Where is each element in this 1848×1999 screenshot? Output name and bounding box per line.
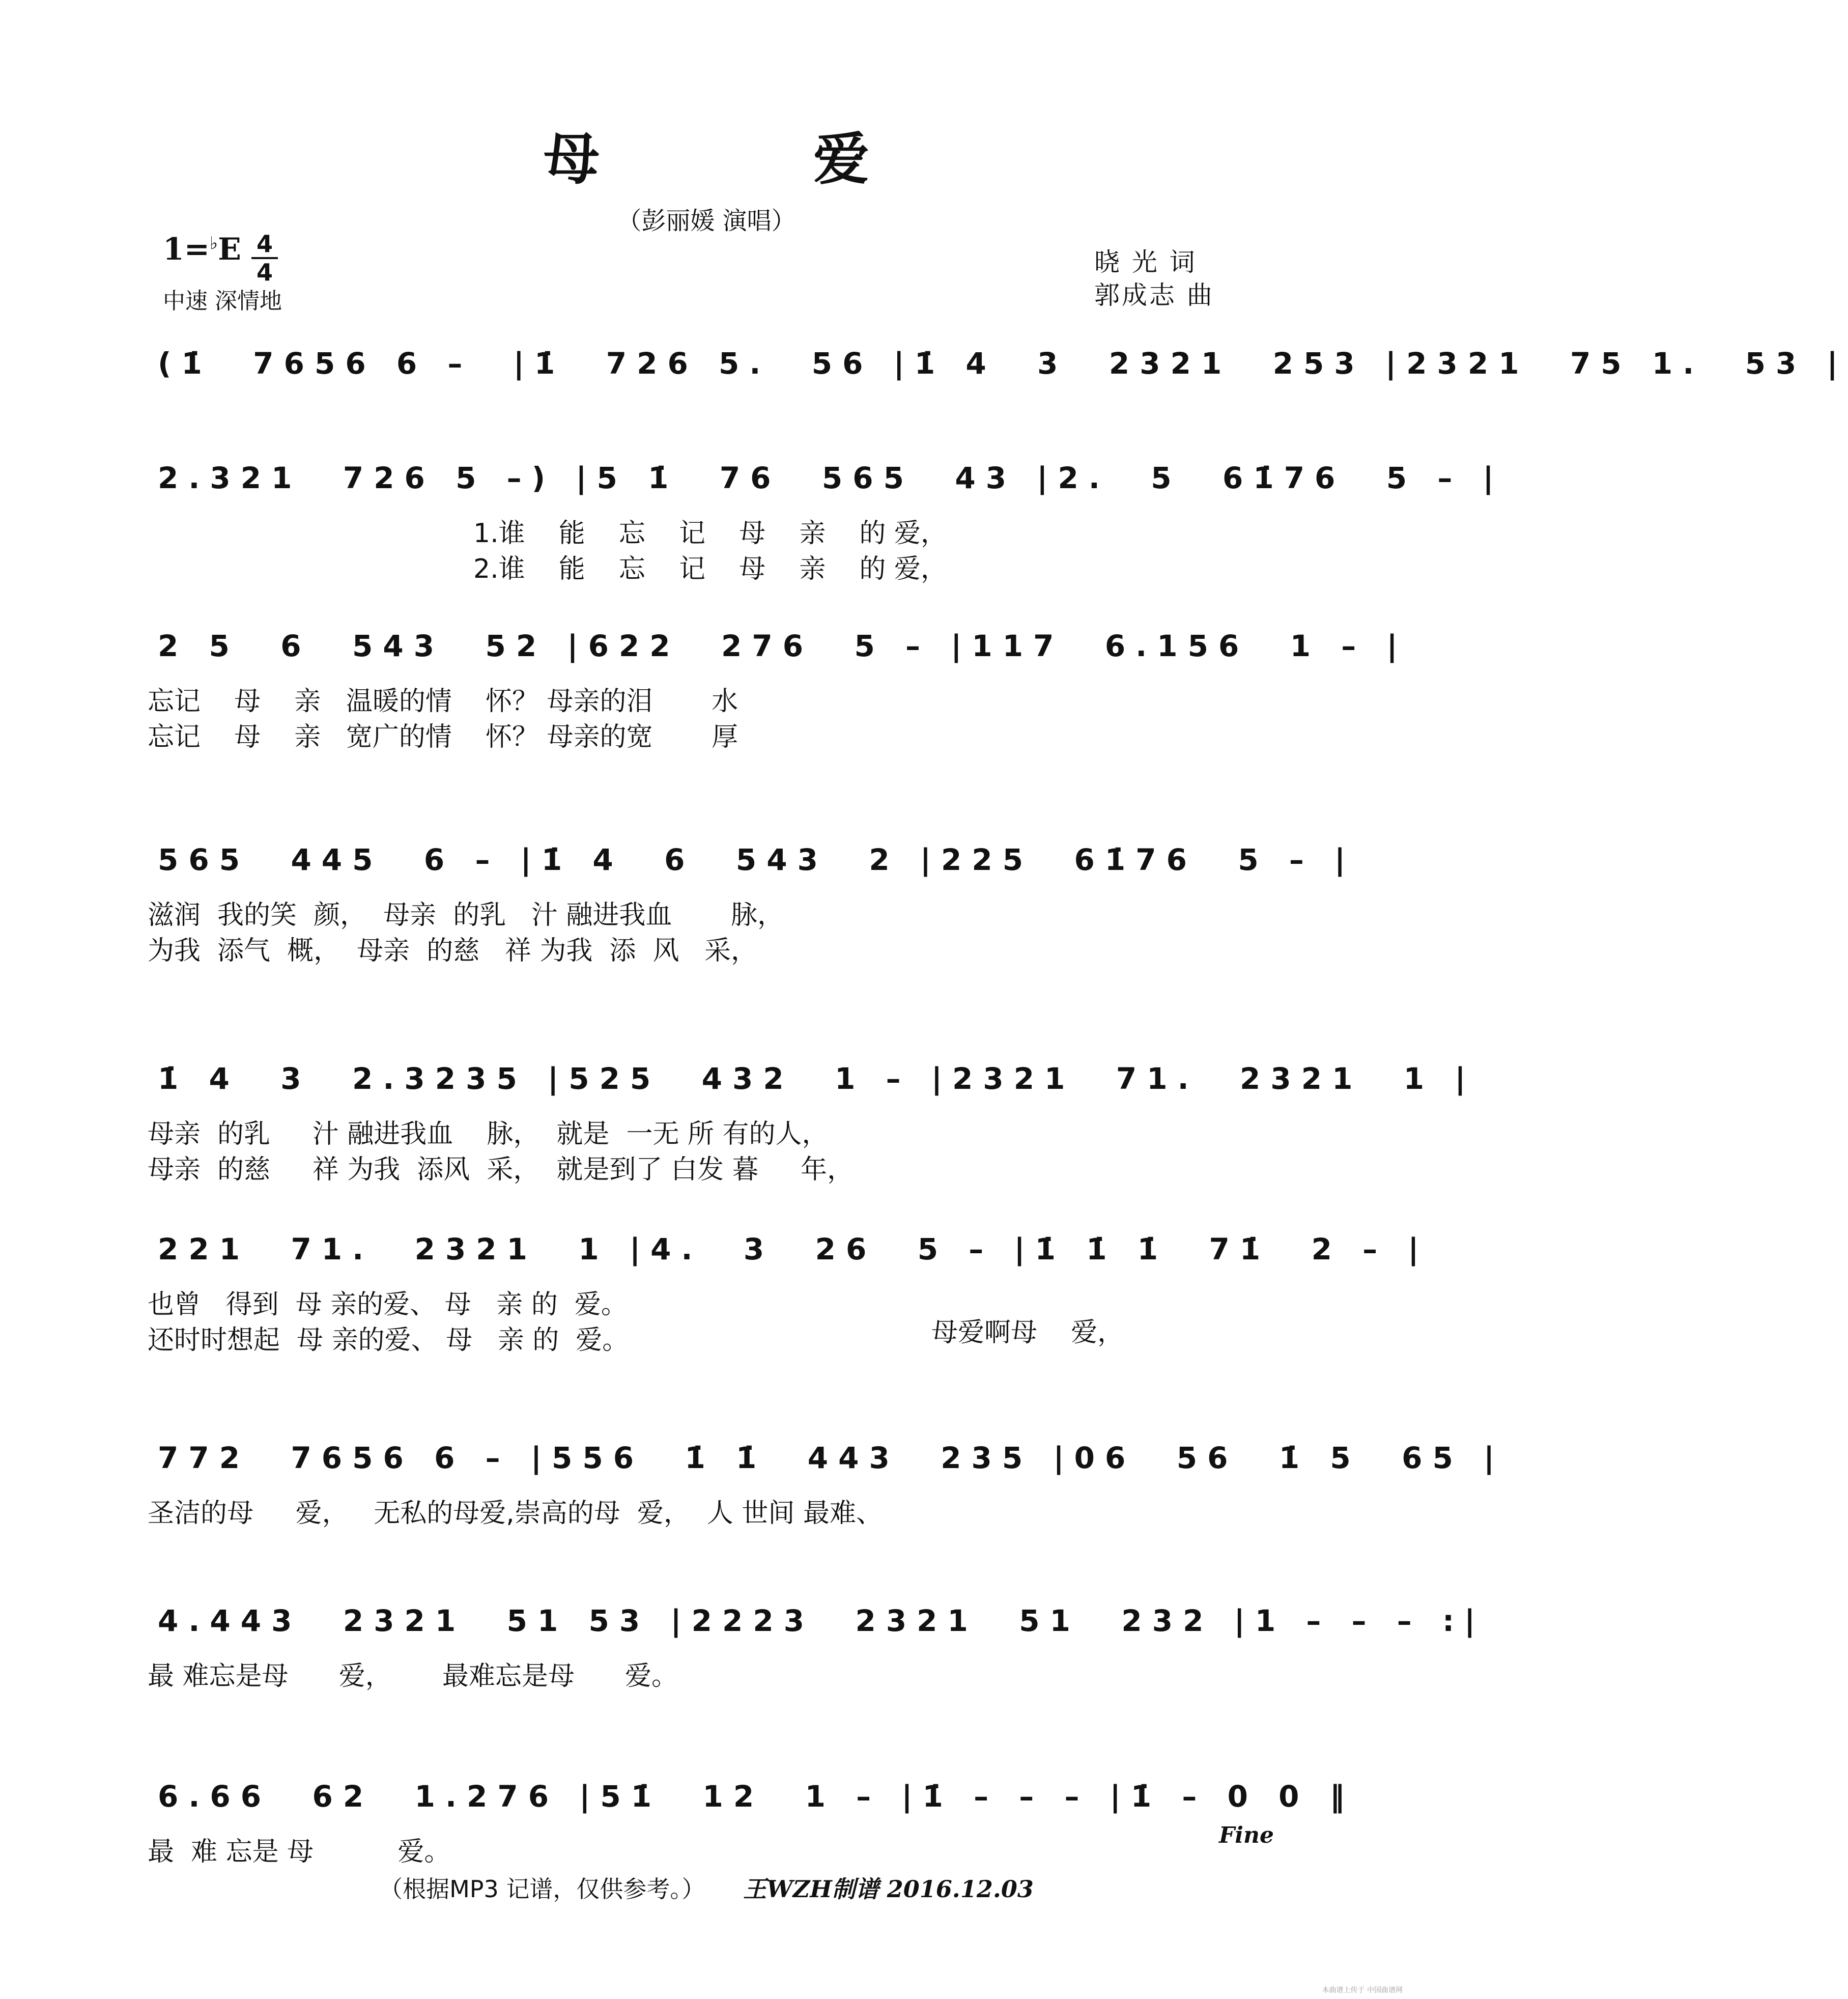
tempo-marking: 中速 深情地 xyxy=(163,288,282,314)
lyric-verse-1: 最 难忘是母 爱， 最难忘是母 爱。 xyxy=(148,1661,678,1692)
lyric-verse-2: 为我 添气 概， 母亲 的慈 祥 为我 添 风 采， xyxy=(148,936,758,966)
performer-line: （彭丽媛 演唱） xyxy=(617,207,796,235)
notation-line: 2.321 726 5 –) |5 1̇ 76 565 43 |2. 5 61̇76 5 – | xyxy=(158,461,1504,495)
lyric-verse-1: 1.谁 能 忘 记 母 亲 的 爱， xyxy=(473,518,947,549)
refrain-lyric: 母爱啊母 爱， xyxy=(931,1317,1124,1348)
composer-credit: 郭成志 曲 xyxy=(1094,280,1214,310)
lyricist-credit: 晓 光 词 xyxy=(1094,247,1197,277)
flat-symbol: ♭ xyxy=(210,233,218,254)
meter-bottom: 4 xyxy=(256,259,273,286)
fine-marking: Fine xyxy=(1219,1822,1274,1848)
meter-top: 4 xyxy=(256,230,273,258)
key-letter: E xyxy=(218,232,241,267)
lyric-verse-2: 还时时想起 母 亲的爱、 母 亲 的 爱。 xyxy=(148,1325,629,1356)
footer-note: （根据MP3 记谱，仅供参考。） xyxy=(379,1875,705,1903)
notation-line: 6.66 62 1.276 |51̇ 12 1 – |1̇ – – – |1̇ – 0 0 ‖ xyxy=(158,1779,1355,1814)
song-title xyxy=(0,115,1413,195)
lyric-verse-2: 忘记 母 亲 宽广的情 怀？ 母亲的宽 厚 xyxy=(148,722,738,752)
key-signature xyxy=(163,232,241,267)
notation-line: 1̇ 4 3 2.3235 |525 432 1 – |2321 71. 2321 1 | xyxy=(158,1061,1476,1096)
lyric-verse-2: 母亲 的慈 祥 为我 添风 采， 就是到了 白发 暮 年， xyxy=(148,1155,854,1185)
notation-line: 565 445 6 – |1̇ 4 6 543 2 |225 61̇76 5 – | xyxy=(158,842,1356,877)
lyric-verse-1: 母亲 的乳 汁 融进我血 脉， 就是 一无 所 有的人， xyxy=(148,1119,829,1149)
lyric-verse-1: 圣洁的母 爱， 无私的母爱,崇高的母 爱， 人 世间 最难、 xyxy=(148,1498,883,1529)
notation-line: 2 5 6 543 52 |622 276 5 – |117 6.156 1 – | xyxy=(158,629,1408,663)
footer xyxy=(0,1871,1413,1904)
lyric-verse-1: 也曾 得到 母 亲的爱、 母 亲 的 爱。 xyxy=(148,1289,628,1320)
notation-line: 772 7656 6 – |556 1̇ 1̇ 443 235 |06 56 1̇ 5 65 | xyxy=(158,1441,1505,1475)
lyric-verse-1: 忘记 母 亲 温暖的情 怀？ 母亲的泪 水 xyxy=(148,686,738,717)
title-char-2: 爱 xyxy=(813,126,869,192)
title-char-1: 母 xyxy=(544,126,600,192)
lyric-verse-1: 滋润 我的笑 颜， 母亲 的乳 汁 融进我血 脉， xyxy=(148,900,784,931)
notation-line: 4.443 2321 51 53 |2223 2321 51 232 |1 – – – :| xyxy=(158,1603,1486,1638)
key-prefix: 1= xyxy=(163,232,210,267)
watermark: 本曲谱上传于 中国曲谱网 xyxy=(1322,1986,1403,1994)
transcriber-signature: 王WZH制谱 2016.12.03 xyxy=(743,1875,1034,1903)
notation-line: (1̇ 7656 6 – |1̇ 726 5. 56 |1̇ 4 3 2321 253 |2321 75 1. 53 | xyxy=(158,346,1848,381)
time-signature xyxy=(249,232,280,285)
lyric-verse-2: 2.谁 能 忘 记 母 亲 的 爱， xyxy=(473,554,947,584)
lyric-verse-1: 最 难 忘是 母 爱。 xyxy=(148,1837,451,1867)
notation-line: 221 71. 2321 1 |4. 3 26 5 – |1̇ 1̇ 1̇ 71̇ 2 – | xyxy=(158,1232,1429,1266)
